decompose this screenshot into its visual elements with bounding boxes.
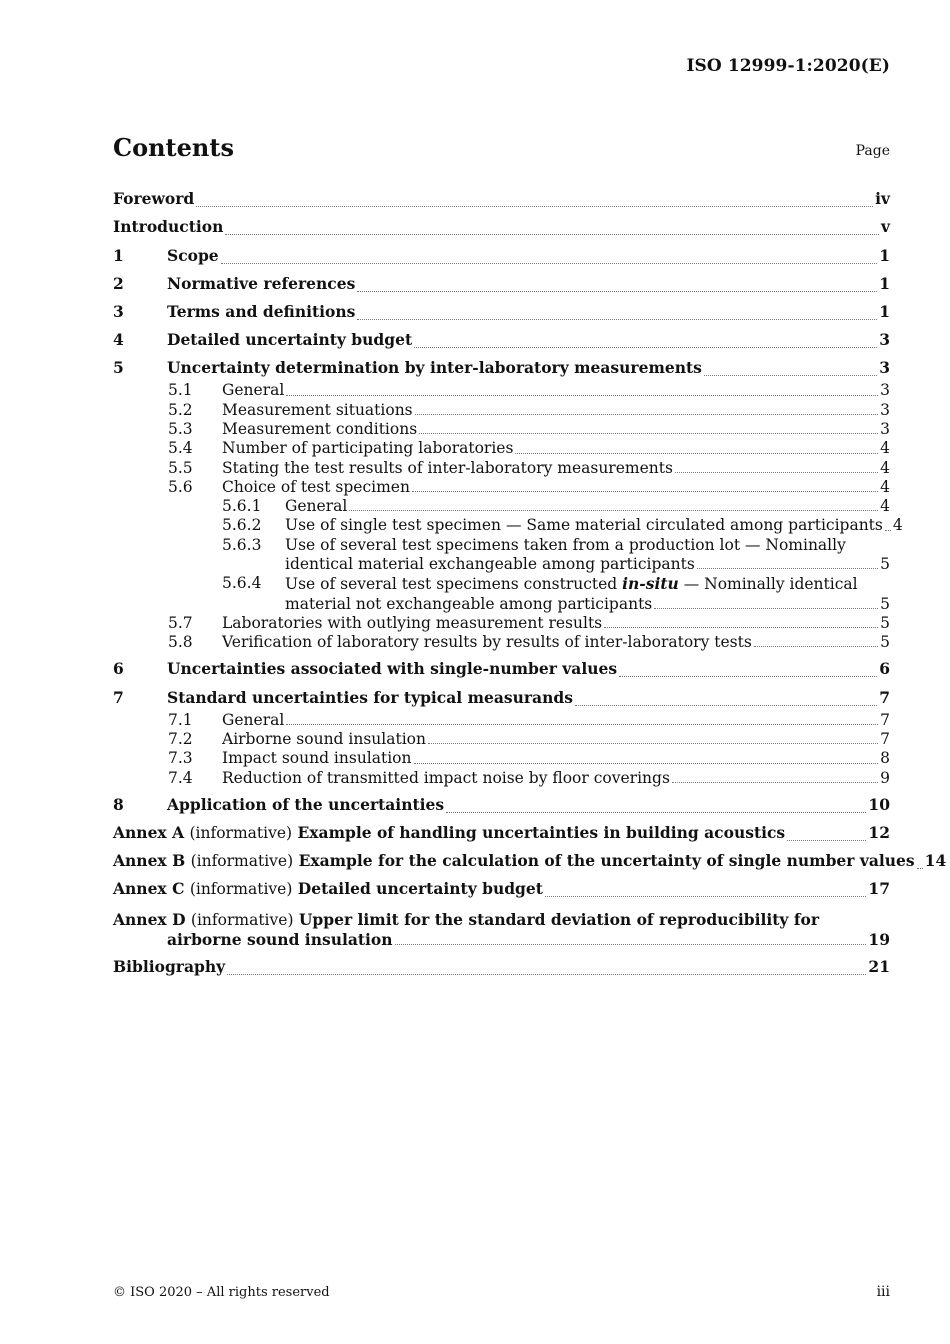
toc-title: airborne sound insulation [167,930,393,950]
dot-leader [675,472,878,473]
dot-leader [349,510,878,511]
dot-leader [419,433,878,434]
toc-page: 7 [880,729,890,748]
toc-title: Foreword [113,189,195,209]
toc-entry-7-1[interactable] [113,711,890,730]
toc-number: 5.6 [168,477,193,496]
toc-page: 4 [880,497,890,516]
toc-title: Standard uncertainties for typical measurands [167,687,573,707]
annex-kind: (informative) [190,852,294,871]
document-id: ISO 12999-1:2020(E) [686,56,890,76]
toc-title: identical material exchangeable among participants [285,554,695,573]
toc-title: Verification of laboratory results by results of inter-laboratory tests [222,633,752,652]
dot-leader [515,453,878,454]
toc-title: Reduction of transmitted impact noise by floor coverings [222,768,670,787]
toc-entry-5-6-1[interactable] [113,497,890,516]
dot-leader [545,896,867,897]
toc-title: Impact sound insulation [222,749,412,768]
toc-page: 3 [880,419,890,438]
dot-leader [787,840,866,841]
dot-leader [885,530,891,531]
dot-leader [286,395,878,396]
annex-label: Annex A [113,823,185,843]
annex-title: Upper limit for the standard deviation of reproducibility for [298,910,820,930]
toc-number: 5.3 [168,419,193,438]
toc-title-line: Use of several test specimens taken from a production lot — Nominally [285,535,846,554]
toc-title-line [285,574,890,594]
toc-page: 9 [880,768,890,787]
toc-entry-uncertainty-budget[interactable] [113,327,890,353]
toc-number: 5.6.2 [222,516,262,535]
toc-title: Detailed uncertainty budget [167,330,413,350]
toc-entry-application[interactable] [113,792,890,818]
toc-number: 5 [113,358,124,378]
toc-entry-annex-d[interactable] [113,910,890,950]
dot-leader [672,782,878,783]
toc-entry-5-4[interactable] [113,439,890,458]
toc-title: Uncertainties associated with single-number values [167,659,618,679]
toc-entry-standard-uncertainties[interactable] [113,685,890,711]
dot-leader [221,263,878,264]
dot-leader [196,206,873,207]
toc-page: 14 [924,851,947,871]
annex-kind: (informative) [189,824,293,843]
toc-title: Measurement situations [222,400,413,419]
toc-entry-5-6-3[interactable] [113,536,890,575]
toc-page: 7 [879,687,890,707]
toc-page: 5 [880,554,890,573]
toc-page: 7 [880,710,890,729]
toc-title-line [113,910,890,930]
toc-entry-scope[interactable] [113,243,890,269]
toc-title [113,820,785,846]
dot-leader [619,676,877,677]
toc-entry-annex-a[interactable] [113,820,890,846]
toc-title: Application of the uncertainties [167,794,445,814]
toc-title: Measurement conditions [222,419,418,438]
page-number: iii [876,1284,890,1300]
toc-entry-5-8[interactable] [113,633,890,652]
toc-page: 1 [879,273,890,293]
toc-number: 5.2 [168,400,193,419]
toc-title-part: Use of several test specimens constructed [285,575,623,594]
toc-title-emphasis: in-situ [622,574,679,594]
table-of-contents [113,184,947,980]
toc-title: Laboratories with outlying measurement results [222,613,603,632]
toc-number: 5.5 [168,458,193,477]
toc-entry-5-6[interactable] [113,478,890,497]
toc-entry-5-3[interactable] [113,420,890,439]
toc-entry-inter-lab-determination[interactable] [113,355,890,381]
copyright-notice: © ISO 2020 – All rights reserved [113,1285,330,1300]
toc-page: 4 [880,458,890,477]
toc-number: 5.4 [168,439,193,458]
dot-leader [704,375,877,376]
toc-page: 1 [879,245,890,265]
toc-number: 5.6.1 [222,497,262,516]
dot-leader [412,491,878,492]
toc-entry-7-4[interactable] [113,769,890,788]
toc-page: 8 [880,749,890,768]
toc-number: 3 [113,301,124,321]
toc-entry-foreword[interactable] [113,186,890,212]
toc-number: 7.1 [168,710,193,729]
annex-kind: (informative) [189,880,293,899]
dot-leader [428,743,878,744]
toc-title: Scope [167,245,219,265]
dot-leader [415,414,878,415]
toc-entry-introduction[interactable] [113,214,890,240]
toc-page: 19 [868,930,890,950]
toc-entry-annex-b[interactable] [113,848,947,874]
toc-title: Bibliography [113,957,226,977]
dot-leader [917,868,923,869]
toc-title: General [222,710,285,729]
toc-title: Choice of test specimen [222,477,410,496]
toc-page: 6 [879,659,890,679]
toc-title: material not exchangeable among participants [285,594,653,613]
toc-number: 4 [113,330,124,350]
toc-page: 5 [880,613,890,632]
toc-entry-5-6-4[interactable] [113,574,890,614]
dot-leader [286,724,878,725]
toc-number: 7.3 [168,749,193,768]
toc-entry-5-5[interactable] [113,459,890,478]
toc-title [113,876,543,902]
toc-page: 4 [880,439,890,458]
toc-entry-terms-definitions[interactable] [113,299,890,325]
toc-title [113,848,915,874]
annex-label: Annex B [113,851,186,871]
toc-entry-bibliography[interactable] [113,954,890,980]
toc-title: General [222,381,285,400]
annex-title: Detailed uncertainty budget [297,879,543,899]
toc-number: 5.6.4 [222,574,262,593]
contents-heading: Contents [113,133,234,162]
annex-title: Example of handling uncertainties in building acoustics [297,823,786,843]
toc-number: 5.8 [168,633,193,652]
toc-entry-5-1[interactable] [113,381,890,400]
dot-leader [697,568,878,569]
toc-number: 1 [113,245,124,265]
toc-title: Airborne sound insulation [222,729,426,748]
dot-leader [414,763,879,764]
toc-page: 12 [868,823,890,843]
toc-entry-single-number-values[interactable] [113,656,890,682]
toc-title: Stating the test results of inter-laboratory measurements [222,458,673,477]
toc-number: 2 [113,273,124,293]
toc-title: Use of single test specimen — Same material circulated among participants [285,516,883,535]
toc-page: 4 [892,516,903,535]
toc-title: Number of participating laboratories [222,439,514,458]
toc-title-part: — Nominally identical [678,575,858,594]
toc-entry-normative-references[interactable] [113,271,890,297]
annex-label: Annex C [113,879,185,899]
toc-number: 5.1 [168,381,193,400]
dot-leader [446,812,866,813]
toc-number: 7.4 [168,768,193,787]
toc-number: 7 [113,687,124,707]
toc-page: 21 [868,957,890,977]
toc-page: 5 [880,633,890,652]
toc-entry-annex-c[interactable] [113,876,890,902]
toc-page: 3 [879,358,890,378]
toc-entry-5-6-2[interactable] [113,516,903,535]
toc-number: 5.6.3 [222,535,262,554]
toc-page: 10 [868,794,890,814]
page-column-label: Page [855,143,890,159]
toc-title: Uncertainty determination by inter-laboratory measurements [167,358,702,378]
toc-entry-7-2[interactable] [113,730,890,749]
toc-page: 4 [880,477,890,496]
toc-number: 8 [113,794,124,814]
toc-title: Terms and definitions [167,301,356,321]
toc-number: 6 [113,659,124,679]
dot-leader [414,347,877,348]
dot-leader [357,319,877,320]
dot-leader [575,705,877,706]
toc-page: 3 [880,400,890,419]
toc-entry-5-7[interactable] [113,614,890,633]
annex-kind: (informative) [190,911,294,930]
dot-leader [225,234,879,235]
toc-page: 3 [880,381,890,400]
toc-entry-5-2[interactable] [113,401,890,420]
toc-title: Introduction [113,217,224,237]
toc-page: 17 [868,879,890,899]
annex-label: Annex D [113,910,186,930]
dot-leader [604,627,878,628]
dot-leader [395,944,867,945]
toc-number: 7.2 [168,729,193,748]
dot-leader [227,974,866,975]
dot-leader [754,646,878,647]
toc-page: 5 [880,594,890,613]
annex-title: Example for the calculation of the uncertainty of single number values [298,851,915,871]
toc-page: v [880,217,890,237]
dot-leader [357,291,877,292]
toc-number: 5.7 [168,613,193,632]
toc-title: General [285,497,348,516]
toc-page: iv [875,189,890,209]
toc-entry-7-3[interactable] [113,749,890,768]
toc-page: 1 [879,301,890,321]
toc-page: 3 [879,330,890,350]
toc-title: Normative references [167,273,356,293]
dot-leader [654,608,878,609]
